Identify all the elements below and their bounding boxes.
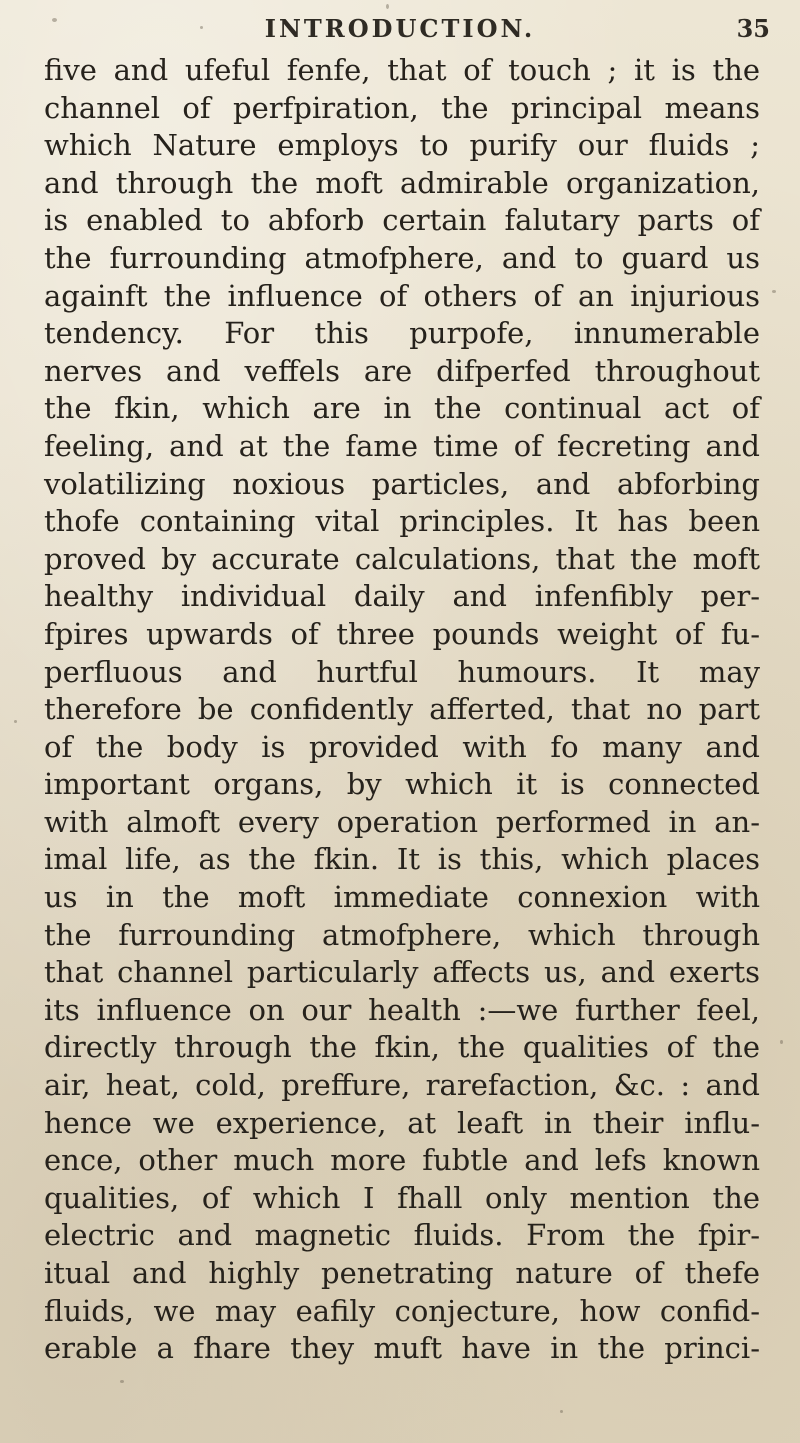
text-line: directly through the fkin, the qualities of the [44, 1030, 760, 1065]
paper-speck [14, 720, 17, 723]
text-line: is enabled to abforb certain falutary parts of [44, 203, 760, 238]
text-line: channel of perfpiration, the principal means [44, 90, 760, 125]
text-line: the furrounding atmofphere, and to guard us [44, 240, 760, 275]
text-line: imal life, as the fkin. It is this, which places [44, 842, 760, 877]
page-number: 35 [736, 14, 770, 43]
text-line: which Nature employs to purify our fluids ; [44, 128, 760, 163]
text-line: erable a fhare they muft have in the princi- [44, 1331, 760, 1366]
text-line: hence we experience, at leaft in their influ- [44, 1105, 760, 1140]
text-line: its influence on our health :—we further feel, [44, 992, 760, 1027]
body-text [44, 52, 760, 1368]
text-line: ence, other much more fubtle and lefs known [44, 1143, 760, 1178]
text-line: fpires upwards of three pounds weight of fu- [44, 616, 760, 651]
paper-speck [780, 1040, 783, 1044]
text-line: feeling, and at the fame time of fecreting and [44, 428, 760, 463]
running-head [0, 8, 800, 48]
paper-speck [120, 1380, 124, 1383]
text-line: tendency. For this purpofe, innumerable [44, 316, 760, 351]
text-line: volatilizing noxious particles, and abforbing [44, 466, 760, 501]
text-line: perfluous and hurtful humours. It may [44, 654, 760, 689]
text-line: important organs, by which it is connected [44, 767, 760, 802]
text-line: nerves and veffels are difperfed throughout [44, 353, 760, 388]
text-line: healthy individual daily and infenfibly per- [44, 579, 760, 614]
text-line: fluids, we may eafily conjecture, how confid- [44, 1293, 760, 1328]
text-line: that channel particularly affects us, and exerts [44, 955, 760, 990]
text-line: qualities, of which I fhall only mention the [44, 1180, 760, 1215]
text-line: with almoft every operation performed in an- [44, 804, 760, 839]
text-line: the furrounding atmofphere, which through [44, 917, 760, 952]
text-line: us in the moft immediate connexion with [44, 880, 760, 915]
text-line: itual and highly penetrating nature of thefe [44, 1256, 760, 1290]
text-line: electric and magnetic fluids. From the fpir- [44, 1218, 760, 1253]
paper-speck [772, 290, 776, 293]
text-line: air, heat, cold, preffure, rarefaction, &c. : and [44, 1068, 760, 1103]
text-line: five and ufeful fenfe, that of touch ; it is the [44, 53, 760, 87]
paper-speck [560, 1410, 563, 1413]
text-line: againft the influence of others of an injurious [44, 278, 760, 313]
text-line: of the body is provided with fo many and [44, 729, 760, 764]
text-line: the fkin, which are in the continual act of [44, 391, 760, 426]
text-line: and through the moft admirable organization, [44, 165, 760, 200]
text-line: thofe containing vital principles. It has been [44, 504, 760, 539]
chapter-title: INTRODUCTION. [264, 14, 536, 43]
text-line: proved by accurate calculations, that the moft [44, 541, 760, 576]
text-line: therefore be confidently afferted, that no part [44, 692, 760, 727]
